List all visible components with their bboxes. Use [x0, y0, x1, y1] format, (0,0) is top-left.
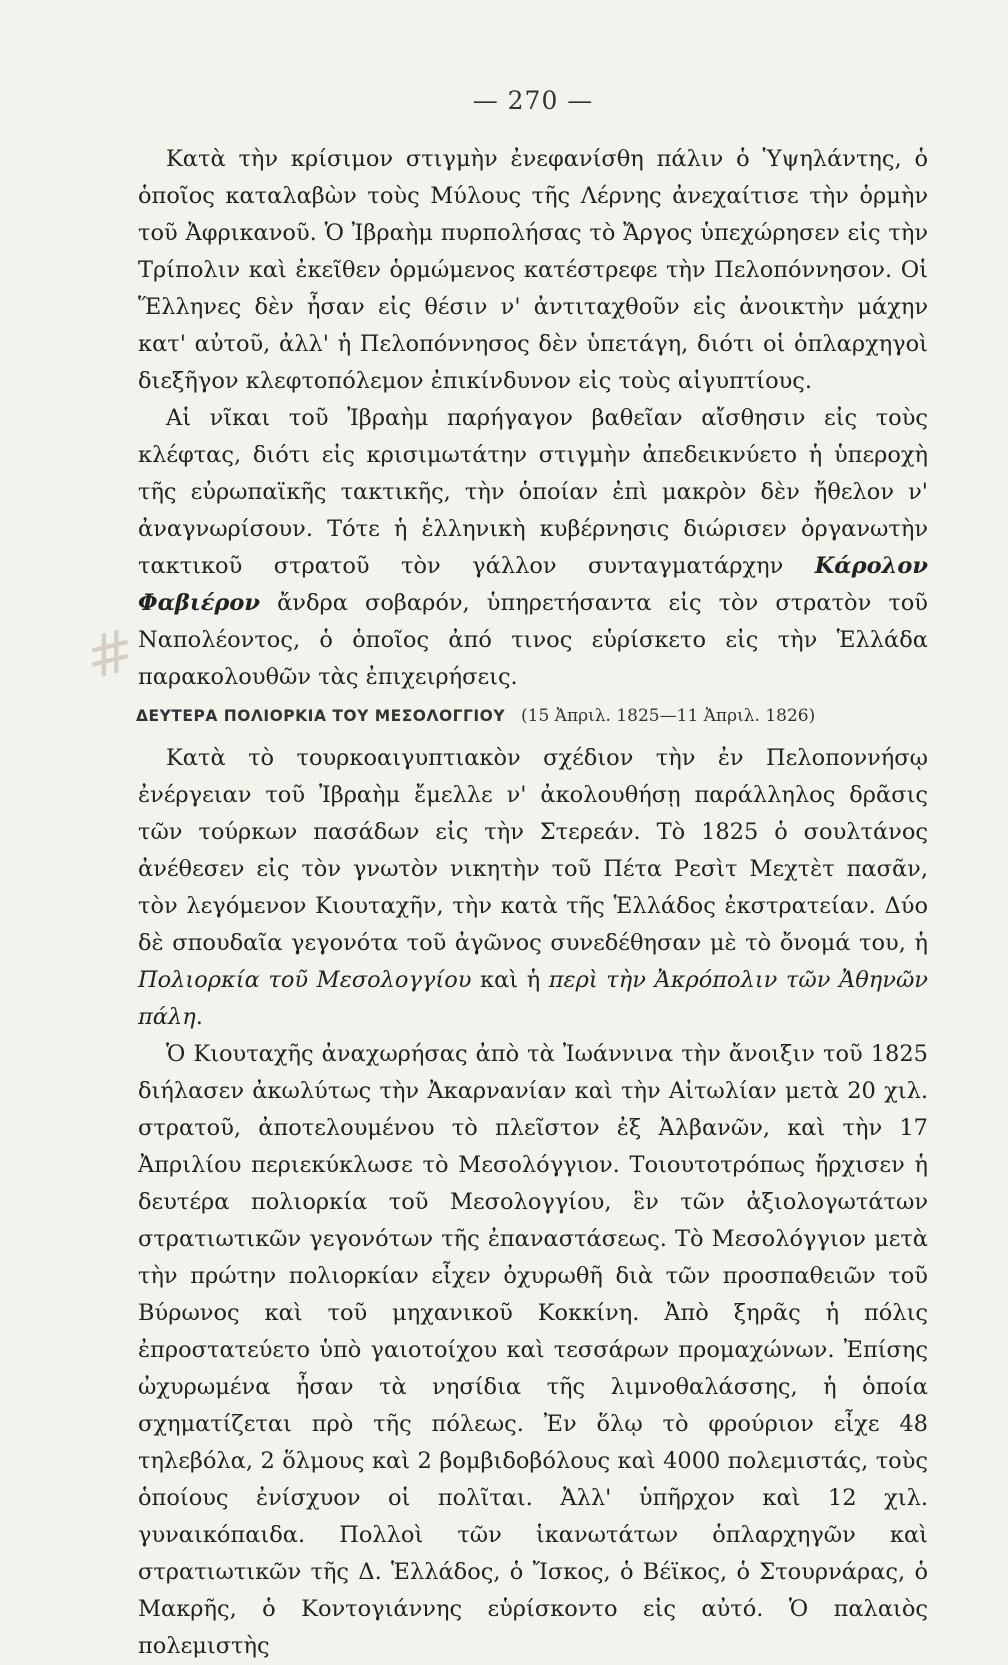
text-run: ἄνδρα σοβαρόν, ὑπηρετήσαντα εἰς τὸν στρατὸν τοῦ Ναπολέοντος, ὁ ὁποῖος ἀπό τινος εὑρίσκετο εἰς τὴν Ἑλλάδα παρακολουθῶν τὰς ἐπιχειρήσεις. — [138, 590, 928, 690]
paragraph — [138, 740, 928, 1036]
text-run: Κατὰ τὴν κρίσιμον στιγμὴν ἐνεφανίσθη πάλιν ὁ Ὑψηλάντης, ὁ ὁποῖος καταλαβὼν τοὺς Μύλους τῆς Λέρνης ἀνεχαίτισε τὴν ὁρμὴν τοῦ Ἀφρικανοῦ. Ὁ Ἰβραὴμ πυρπολήσας τὸ Ἄργος ὑπεχώρησεν εἰς τὴν Τρίπολιν καὶ ἐκεῖθεν ὁρμώμενος κατέστρεφε τὴν Πελοπόννησον. Οἱ Ἕλληνες δὲν ἦσαν εἰς θέσιν ν' ἀντιταχθοῦν εἰς ἀνοικτὴν μάχην κατ' αὐτοῦ, ἀλλ' ἡ Πελοπόννησος δὲν ὑπετάγη, διότι οἱ ὁπλαρχηγοὶ διεξῆγον κλεφτοπόλεμον ἐπικίνδυνον εἰς τοὺς αἰγυπτίους. — [138, 146, 928, 394]
emphasized-text: περὶ τὴν Ἀκρόπολιν τῶν Ἀθηνῶν πάλη — [138, 967, 928, 1030]
section-heading — [136, 706, 928, 726]
library-stamp-mark: # — [78, 615, 143, 693]
text-run: Αἱ νῖκαι τοῦ Ἰβραὴμ παρήγαγον βαθεῖαν αἴσθησιν εἰς τοὺς κλέφτας, διότι εἰς κρισιμωτάτην στιγμὴν ἀπεδεικνύετο ἡ ὑπεροχὴ τῆς εὐρωπαϊκῆς τακτικῆς, τὴν ὁποίαν ἐπὶ μακρὸν δὲν ἤθελον ν' ἀναγνωρίσουν. Τότε ἡ ἑλληνικὴ κυβέρνησις διώρισεν ὀργανωτὴν τακτικοῦ στρατοῦ τὸν γάλλον συνταγματάρχην — [138, 405, 928, 579]
emphasized-text: Πολιορκία τοῦ Μεσολογγίου — [138, 967, 472, 993]
paragraph — [138, 1036, 928, 1665]
body-text-part1 — [138, 141, 928, 696]
text-run: . — [195, 1004, 203, 1030]
body-text-part2 — [138, 740, 928, 1665]
emphasized-text: Κάρολον Φαβιέρον — [138, 553, 928, 616]
text-run: Κατὰ τὸ τουρκοαιγυπτιακὸν σχέδιον τὴν ἐν Πελοποννήσῳ ἐνέργειαν τοῦ Ἰβραὴμ ἔμελλε ν' ἀκολουθήσῃ παράλληλος δρᾶσις τῶν τούρκων πασάδων εἰς τὴν Στερεάν. Τὸ 1825 ὁ σουλτάνος ἀνέθεσεν εἰς τὸν γνωτὸν νικητὴν τοῦ Πέτα Ρεσὶτ Μεχτὲτ πασᾶν, τὸν λεγόμενον Κιουταχῆν, τὴν κατὰ τῆς Ἑλλάδος ἐκστρατείαν. Δύο δὲ σπουδαῖα γεγονότα τοῦ ἀγῶνος συνεδέθησαν μὲ τὸ ὄνομά του, ἡ — [138, 745, 928, 956]
section-heading-date: (15 Ἀπριλ. 1825—11 Ἀπριλ. 1826) — [521, 706, 816, 726]
text-run: καὶ ἡ — [471, 967, 549, 993]
page-number: — 270 — — [472, 86, 594, 115]
paragraph — [138, 141, 928, 400]
text-run: Ὁ Κιουταχῆς ἀναχωρήσας ἀπὸ τὰ Ἰωάννινα τὴν ἄνοιξιν τοῦ 1825 διήλασεν ἀκωλύτως τὴν Ἀκαρνανίαν καὶ τὴν Αἰτωλίαν μετὰ 20 χιλ. στρατοῦ, ἀποτελουμένου τὸ πλεῖστον ἐξ Ἀλβανῶν, καὶ τὴν 17 Ἀπριλίου περιεκύκλωσε τὸ Μεσολόγγιον. Τοιουτοτρόπως ἤρχισεν ἡ δευτέρα πολιορκία τοῦ Μεσολογγίου, ἓν τῶν ἀξιολογωτάτων στρατιωτικῶν γεγονότων τῆς ἐπαναστάσεως. Τὸ Μεσολόγγιον μετὰ τὴν πρώτην πολιορκίαν εἶχεν ὀχυρωθῆ διὰ τῶν προσπαθειῶν τοῦ Βύρωνος καὶ τοῦ μηχανικοῦ Κοκκίνη. Ἀπὸ ξηρᾶς ἡ πόλις ἐπροστατεύετο ὑπὸ γαιοτοίχου καὶ τεσσάρων προμαχώνων. Ἐπίσης ὠχυρωμένα ἦσαν τὰ νησίδια τῆς λιμνοθαλάσσης, ἡ ὁποία σχηματίζεται πρὸ τῆς πόλεως. Ἐν ὅλῳ τὸ φρούριον εἶχε 48 τηλεβόλα, 2 ὅλμους καὶ 2 βομβιδοβόλους καὶ 4000 πολεμιστάς, τοὺς ὁποίους ἐνίσχυον οἱ πολῖται. Ἀλλ' ὑπῆρχον καὶ 12 χιλ. γυναικόπαιδα. Πολλοὶ τῶν ἱκανωτάτων ὁπλαρχηγῶν καὶ στρατιωτικῶν τῆς Δ. Ἑλλάδος, ὁ Ἴσκος, ὁ Βέϊκος, ὁ Στουρνάρας, ὁ Μακρῆς, ὁ Κοντογιάννης εὑρίσκοντο εἰς αὐτό. Ὁ παλαιὸς πολεμιστὴς — [138, 1041, 928, 1659]
section-heading-title: ΔΕΥΤΕΡΑ ΠΟΛΙΟΡΚΙΑ ΤΟΥ ΜΕΣΟΛΟΓΓΙΟΥ — [136, 707, 506, 725]
paragraph — [138, 400, 928, 696]
